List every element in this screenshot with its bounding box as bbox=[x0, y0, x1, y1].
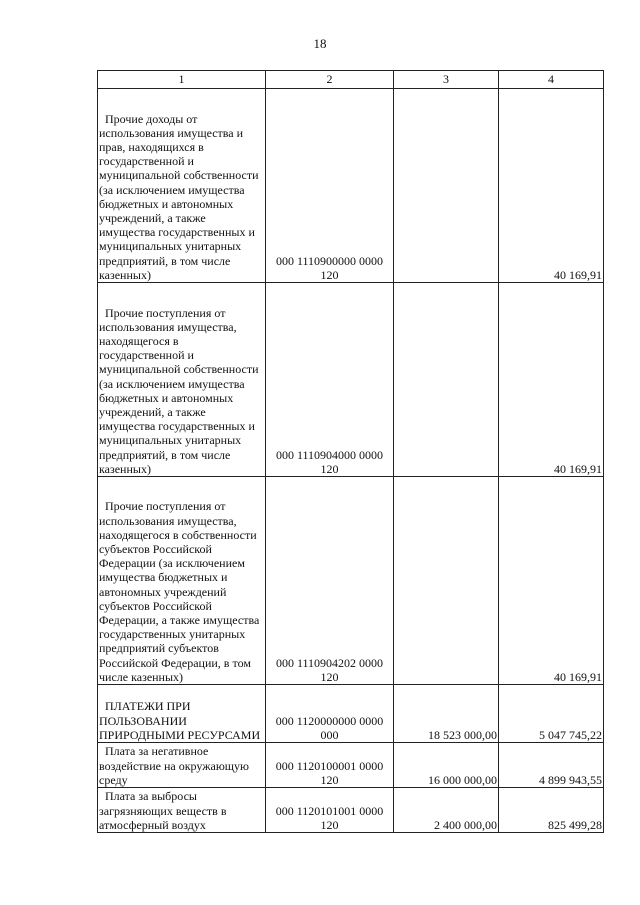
row-name: Плата за выбросы загрязняющих веществ в атмосферный воздух bbox=[99, 789, 227, 832]
row-plan: 16 000 000,00 bbox=[394, 743, 499, 788]
row-name-cell bbox=[98, 685, 266, 743]
row-plan bbox=[394, 283, 499, 477]
row-name: Прочие поступления от использования имущества, находящегося в собственности субъектов Российской Федерации (за исключением имущества бюджетных и автономных учреждений субъектов Российской Федерации, а также имущества государственных унитарных предприятий субъектов Российской Федерации, в том числе казенных) bbox=[99, 499, 260, 684]
row-plan bbox=[394, 477, 499, 685]
row-fact: 4 899 943,55 bbox=[499, 743, 604, 788]
row-fact: 40 169,91 bbox=[499, 283, 604, 477]
row-name-cell bbox=[98, 477, 266, 685]
table-row bbox=[98, 685, 604, 743]
row-fact: 40 169,91 bbox=[499, 89, 604, 283]
column-header-code: 2 bbox=[266, 71, 394, 89]
row-code: 000 1110904000 0000 120 bbox=[266, 283, 394, 477]
row-name-cell bbox=[98, 283, 266, 477]
column-header-plan: 3 bbox=[394, 71, 499, 89]
row-name-cell bbox=[98, 788, 266, 833]
table-row bbox=[98, 788, 604, 833]
row-plan: 2 400 000,00 bbox=[394, 788, 499, 833]
row-name-cell bbox=[98, 743, 266, 788]
row-name: ПЛАТЕЖИ ПРИ ПОЛЬЗОВАНИИ ПРИРОДНЫМИ РЕСУРСАМИ bbox=[99, 699, 261, 742]
row-fact: 5 047 745,22 bbox=[499, 685, 604, 743]
table-row bbox=[98, 477, 604, 685]
revenue-table bbox=[97, 70, 604, 833]
row-plan bbox=[394, 89, 499, 283]
row-code: 000 1110900000 0000 120 bbox=[266, 89, 394, 283]
column-header-name: 1 bbox=[98, 71, 266, 89]
row-fact: 40 169,91 bbox=[499, 477, 604, 685]
row-name-cell bbox=[98, 89, 266, 283]
page-number: 18 bbox=[313, 36, 327, 51]
table-row bbox=[98, 283, 604, 477]
row-code: 000 1120000000 0000 000 bbox=[266, 685, 394, 743]
row-name: Прочие доходы от использования имущества и прав, находящихся в государственной и муниципальной собственности (за исключением имущества бюджетных и автономных учреждений, а также имущества государственных и муниципальных унитарных предприятий, в том числе казенных) bbox=[99, 111, 259, 282]
table-row bbox=[98, 89, 604, 283]
row-plan: 18 523 000,00 bbox=[394, 685, 499, 743]
row-name: Плата за негативное воздействие на окружающую среду bbox=[99, 744, 249, 787]
table-row bbox=[98, 743, 604, 788]
row-name: Прочие поступления от использования имущества, находящегося в государственной и муниципальной собственности (за исключением имущества бюджетных и автономных учреждений, а также имущества государственных и муниципальных унитарных предприятий, в том числе казенных) bbox=[99, 305, 259, 476]
table-header-row bbox=[98, 71, 604, 89]
row-fact: 825 499,28 bbox=[499, 788, 604, 833]
row-code: 000 1120101001 0000 120 bbox=[266, 788, 394, 833]
column-header-fact: 4 bbox=[499, 71, 604, 89]
row-code: 000 1120100001 0000 120 bbox=[266, 743, 394, 788]
row-code: 000 1110904202 0000 120 bbox=[266, 477, 394, 685]
